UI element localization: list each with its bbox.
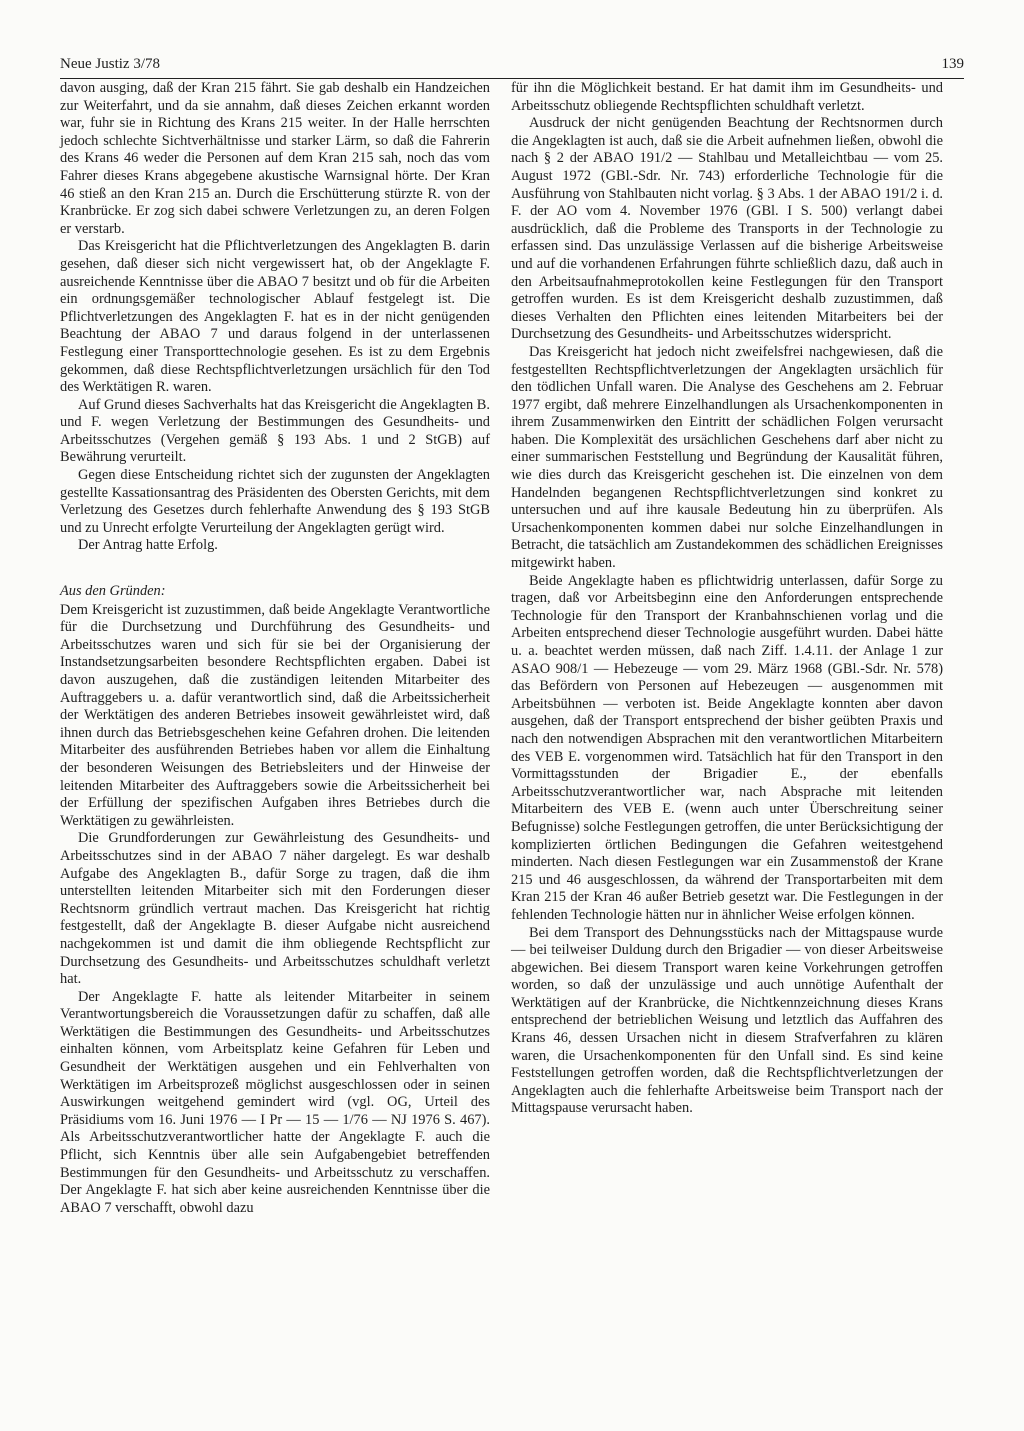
page-number: 139 bbox=[941, 56, 964, 72]
journal-issue: Neue Justiz 3/78 bbox=[60, 56, 160, 72]
paragraph: Das Kreisgericht hat die Pflichtverletzungen des Angeklagten B. darin gesehen, daß dieser sich nicht vergewissert hat, ob der Angeklagte F. ausreichende Kenntnisse über die ABAO 7 besitzt und ob für die Arbeiten ein ordnungsgemäßer technologischer Ablauf festgelegt ist. Die Pflichtverletzungen des Angeklagten F. hat es in der nicht genügenden Beachtung der ABAO 7 und daraus folgend in der unterlassenen Festlegung einer Transporttechnologie gesehen. Es ist zu dem Ergebnis gekommen, daß diese Rechtspflichtverletzungen ursächlich für den Tod des Werktätigen R. waren. bbox=[60, 238, 490, 396]
paragraph: Der Antrag hatte Erfolg. bbox=[78, 537, 218, 554]
right-column bbox=[511, 80, 943, 1118]
paragraph: für ihn die Möglichkeit bestand. Er hat damit ihm im Gesundheits- und Arbeitsschutz obliegende Rechtspflichten schuldhaft verletzt. bbox=[511, 80, 943, 114]
left-column bbox=[60, 80, 490, 1217]
paragraph: Die Grundforderungen zur Gewährleistung des Gesundheits- und Arbeitsschutzes sind in der ABAO 7 näher dargelegt. Es war deshalb Aufgabe des Angeklagten B., dafür Sorge zu tragen, daß die ihm unterstellten leitenden Mitarbeiter sich mit den Forderungen dieser Rechtsnorm gründlich vertraut machen. Das Kreisgericht hat richtig festgestellt, daß der Angeklagte B. dieser Aufgabe nicht ausreichend nachgekommen ist und damit die ihm obliegende Rechtspflicht zur Durchsetzung des Gesundheits- und Arbeitsschutzes schuldhaft verletzt hat. bbox=[60, 830, 490, 988]
paragraph: Der Angeklagte F. hatte als leitender Mitarbeiter in seinem Verantwortungsbereich die Voraussetzungen dafür zu schaffen, daß alle Werktätigen die Bestimmungen des Gesundheits- und Arbeitsschutzes einhalten können, vom Arbeitsplatz keine Gefahren für Leben und Gesundheit der Werktätigen ausgehen und ein Fehlverhalten von Werktätigen im Arbeitsprozeß möglichst ausgeschlossen oder in seinen Auswirkungen weitgehend gemindert wird (vgl. OG, Urteil des Präsidiums vom 16. Juni 1976 — I Pr — 15 — 1/76 — NJ 1976 S. 467). Als Arbeitsschutzverantwortlicher hatte der Angeklagte F. auch die Pflicht, sich Kenntnis über alle sein Aufgabengebiet betreffenden Bestimmungen für den Gesundheits- und Arbeitsschutz zu verschaffen. Der Angeklagte F. hat sich aber keine ausreichenden Kenntnisse über die ABAO 7 verschafft, obwohl dazu bbox=[60, 988, 490, 1216]
paragraph: Dem Kreisgericht ist zuzustimmen, daß beide Angeklagte Verantwortliche für die Durchsetzung und Durchführung des Gesundheits- und Arbeitsschutzes waren und sich für sie bei der Organisierung der Instandsetzungsarbeiten besondere Rechtspflichten ergaben. Dabei ist davon auszugehen, daß die zuständigen leitenden Mitarbeiter des Auftraggebers u. a. dafür verantwortlich sind, daß die Arbeitssicherheit der Werktätigen des anderen Betriebes insoweit gewährleistet wird, daß ihnen durch das Betriebsgeschehen keine Gefahren drohen. Die leitenden Mitarbeiter des ausführenden Betriebes haben vor allem die Einhaltung der besonderen Weisungen des Betriebsleiters und der Hinweise der leitenden Mitarbeiter des Auftraggebers sowie die Arbeitssicherheit bei der Erfüllung der spezifischen Aufgaben ihres Betriebes durch die Werktätigen zu gewährleisten. bbox=[60, 601, 490, 829]
running-header bbox=[60, 56, 964, 79]
paragraph: Auf Grund dieses Sachverhalts hat das Kreisgericht die Angeklagten B. und F. wegen Verletzung der Bestimmungen des Gesundheits- und Arbeitsschutzes (Vergehen gemäß § 193 Abs. 1 und 2 StGB) auf Bewährung verurteilt. bbox=[60, 396, 490, 466]
paragraph: Beide Angeklagte haben es pflichtwidrig unterlassen, dafür Sorge zu tragen, daß vor Arbeitsbeginn eine den Anforderungen entsprechende Technologie für den Transport der Kranbahnschienen vorlag und die Arbeiten entsprechend dieser Technologie ausgeführt wurden. Dabei hätte u. a. beachtet werden müssen, daß nach Ziff. 1.4.11. der Anlage 1 zur ASAO 908/1 — Hebezeuge — vom 29. März 1968 (GBl.-Sdr. Nr. 578) das Befördern von Personen auf Hebezeugen — ausgenommen mit Arbeitsbühnen — verboten ist. Beide Angeklagte konnten aber davon ausgehen, daß der Transport entsprechend der bisher geübten Praxis und nach den notwendigen Absprachen mit den verantwortlichen Mitarbeitern des VEB E. vorgenommen wird. Tatsächlich hat für den Transport in den Vormittagsstunden der Brigadier E., der ebenfalls Arbeitsschutzverantwortlicher war, nach Absprache mit leitenden Mitarbeitern des VEB E. (wenn auch unter Überschreitung seiner Befugnisse) solche Festlegungen getroffen, die unter Berücksichtigung der komplizierten örtlichen Bedingungen die Gefahren weitestgehend minderten. Nach diesen Festlegungen war ein Zusammenstoß der Krane 215 und 46 ausgeschlossen, da während der Transportarbeiten mit dem Kran 215 der Kran 46 außer Betrieb gesetzt war. Die Festlegungen in der fehlenden Technologie hätten nur in ähnlicher Weise erfolgen können. bbox=[511, 572, 943, 923]
paragraph: Gegen diese Entscheidung richtet sich der zugunsten der Angeklagten gestellte Kassationsantrag des Präsidenten des Obersten Gerichts, mit dem Verletzung des Gesetzes durch fehlerhafte Anwendung des § 193 StGB und zu Unrecht erfolgte Verurteilung der Angeklagten gerügt wird. bbox=[60, 467, 490, 536]
paragraph: Bei dem Transport des Dehnungsstücks nach der Mittagspause wurde — bei teilweiser Duldung durch den Brigadier — von dieser Arbeitsweise abgewichen. Bei diesem Transport waren keine Vorkehrungen getroffen worden, so daß der unzulässige und auch unnötige Aufenthalt der Werktätigen auf der Kranbrücke, die Nichtkennzeichnung dieses Krans entsprechend der betrieblichen Weisung und letztlich das Auffahren des Krans 46, dessen Ursachen nicht in diesem Strafverfahren zu klären waren, die Ursachenkomponenten für den Unfall sind. Es sind keine Feststellungen getroffen worden, daß die Rechtspflichtverletzungen der Angeklagten auch die fehlerhafte Arbeitsweise beim Transport nach der Mittagspause verursacht haben. bbox=[511, 924, 943, 1117]
section-heading: Aus den Gründen: bbox=[60, 583, 166, 600]
paragraph: davon ausging, daß der Kran 215 fährt. Sie gab deshalb ein Handzeichen zur Weiterfahrt, und da sie annahm, daß dieses Zeichen erkannt worden war, fuhr sie in Richtung des Krans 215 weiter. In der Halle herrschten jedoch schlechte Sichtverhältnisse und starker Lärm, so daß die Fahrerin des Krans 46 weder die Personen auf dem Kran 215 sah, noch das vom Fahrer dieses Krans abgegebene akustische Warnsignal hörte. Der Kran 46 stieß an den Kran 215 an. Durch die Erschütterung stürzte R. von der Kranbrücke. Er zog sich dabei schwere Verletzungen zu, an deren Folgen er verstarb. bbox=[60, 80, 490, 237]
paragraph: Ausdruck der nicht genügenden Beachtung der Rechtsnormen durch die Angeklagten ist auch, daß sie die Arbeit aufnehmen ließen, obwohl die nach § 2 der ABAO 191/2 — Stahlbau und Metalleichtbau — vom 25. August 1972 (GBl.-Sdr. Nr. 743) erforderliche Technologie für die Ausführung von Stahlbauten nicht vorlag. § 3 Abs. 1 der ABAO 191/2 i. d. F. der AO vom 4. November 1976 (GBl. I S. 500) verlangt dabei ausdrücklich, daß die Probleme des Transports in der Technologie zu erfassen sind. Das unzulässige Verlassen auf die bisherige Arbeitsweise und auf die vorhandenen Erfahrungen führte schließlich dazu, daß auch in den Arbeitsaufnahmeprotokollen keine Festlegungen für den Transport getroffen wurden. Es ist dem Kreisgericht deshalb zuzustimmen, daß dieses Verhalten den Pflichten eines leitenden Mitarbeiters bei der Durchsetzung des Gesundheits- und Arbeitsschutzes widerspricht. bbox=[511, 115, 943, 343]
paragraph: Das Kreisgericht hat jedoch nicht zweifelsfrei nachgewiesen, daß die festgestellten Rechtspflichtverletzungen der Angeklagten ursächlich für den tödlichen Unfall waren. Die Analyse des Geschehens am 2. Februar 1977 ergibt, daß mehrere Einzelhandlungen als Ursachenkomponenten in ihrem Zusammenwirken den Eintritt der schädlichen Folgen verursacht haben. Die Komplexität des ursächlichen Geschehens darf aber nicht zu einer summarischen Feststellung und Begründung der Kausalität führen, wie dies durch das Kreisgericht geschehen ist. Die einzelnen von dem Handelnden begangenen Rechtspflichtverletzungen sind konkret zu untersuchen und auf ihre kausale Bedeutung hin zu überprüfen. Als Ursachenkomponenten kommen dabei nur solche Einzelhandlungen in Betracht, die tatsächlich am Zustandekommen des schädlichen Ereignisses mitgewirkt haben. bbox=[511, 343, 943, 572]
